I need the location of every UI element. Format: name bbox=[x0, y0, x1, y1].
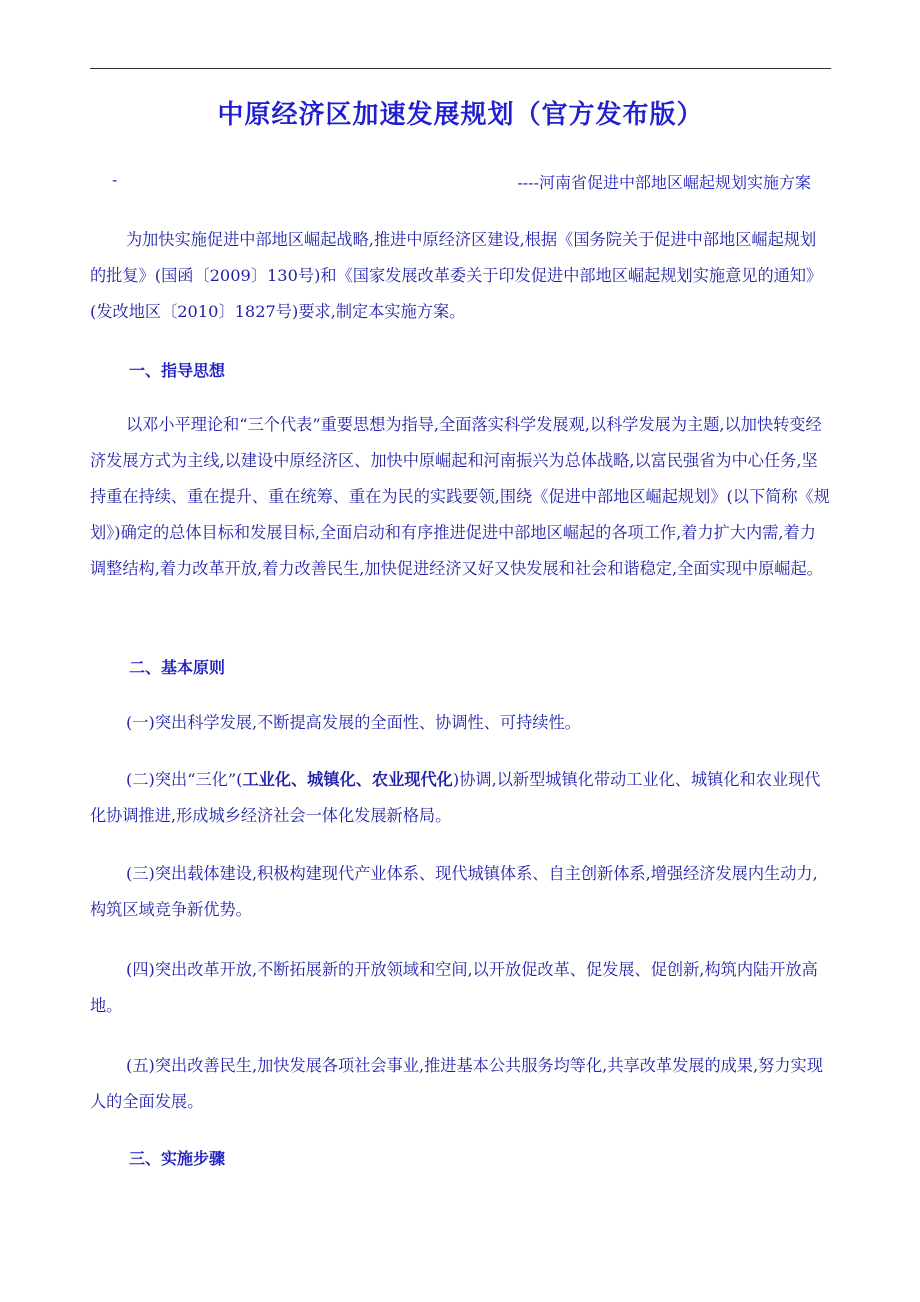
principle-3: (三)突出载体建设,积极构建现代产业体系、现代城镇体系、自主创新体系,增强经济发展内生动力,构筑区域竞争新优势。 bbox=[90, 864, 818, 919]
section-heading-implementation-steps: 三、实施步骤 bbox=[129, 1149, 226, 1168]
header-rule bbox=[90, 68, 831, 69]
principle-4: (四)突出改革开放,不断拓展新的开放领域和空间,以开放促改革、促发展、促创新,构筑内陆开放高地。 bbox=[90, 960, 818, 1015]
section-heading-basic-principles: 二、基本原则 bbox=[129, 658, 226, 677]
subtitle-dash: - bbox=[112, 170, 118, 189]
document-subtitle: ----河南省促进中部地区崛起规划实施方案 bbox=[517, 173, 811, 192]
principle-2-prefix: (二)突出“三化”( bbox=[126, 770, 243, 789]
principle-1: (一)突出科学发展,不断提高发展的全面性、协调性、可持续性。 bbox=[126, 713, 581, 732]
principle-2 bbox=[90, 762, 831, 834]
guiding-thought-paragraph: 以邓小平理论和“三个代表”重要思想为指导,全面落实科学发展观,以科学发展为主题,以加快转变经济发展方式为主线,以建设中原经济区、加快中原崛起和河南振兴为总体战略,以富民强省为中心任务,坚持重在持续、重在提升、重在统筹、重在为民的实践要领,围绕《促进中部地区崛起规划》(以下简称《规划》)确定的总体目标和发展目标,全面启动和有序推进促进中部地区崛起的各项工作,着力扩大内需,着力调整结构,着力改革开放,着力改善民生,加快促进经济又好又快发展和社会和谐稳定,全面实现中原崛起。 bbox=[90, 415, 830, 578]
principle-5: (五)突出改善民生,加快发展各项社会事业,推进基本公共服务均等化,共享改革发展的成果,努力实现人的全面发展。 bbox=[90, 1056, 823, 1111]
intro-paragraph: 为加快实施促进中部地区崛起战略,推进中原经济区建设,根据《国务院关于促进中部地区崛起规划的批复》(国函〔2009〕130号)和《国家发展改革委关于印发促进中部地区崛起规划实施意见的通知》(发改地区〔2010〕1827号)要求,制定本实施方案。 bbox=[90, 230, 823, 321]
principle-2-suffix: )协调,以新型城镇化带动工业化、城镇化和农业现代化协调推进,形成城乡经济社会一体化发展新格局。 bbox=[90, 770, 821, 825]
document-title: 中原经济区加速发展规划（官方发布版） bbox=[217, 100, 704, 130]
principle-2-bold: 工业化、城镇化、农业现代化 bbox=[242, 770, 453, 789]
subtitle-row bbox=[90, 170, 831, 194]
section-heading-guiding-thought: 一、指导思想 bbox=[129, 361, 226, 380]
